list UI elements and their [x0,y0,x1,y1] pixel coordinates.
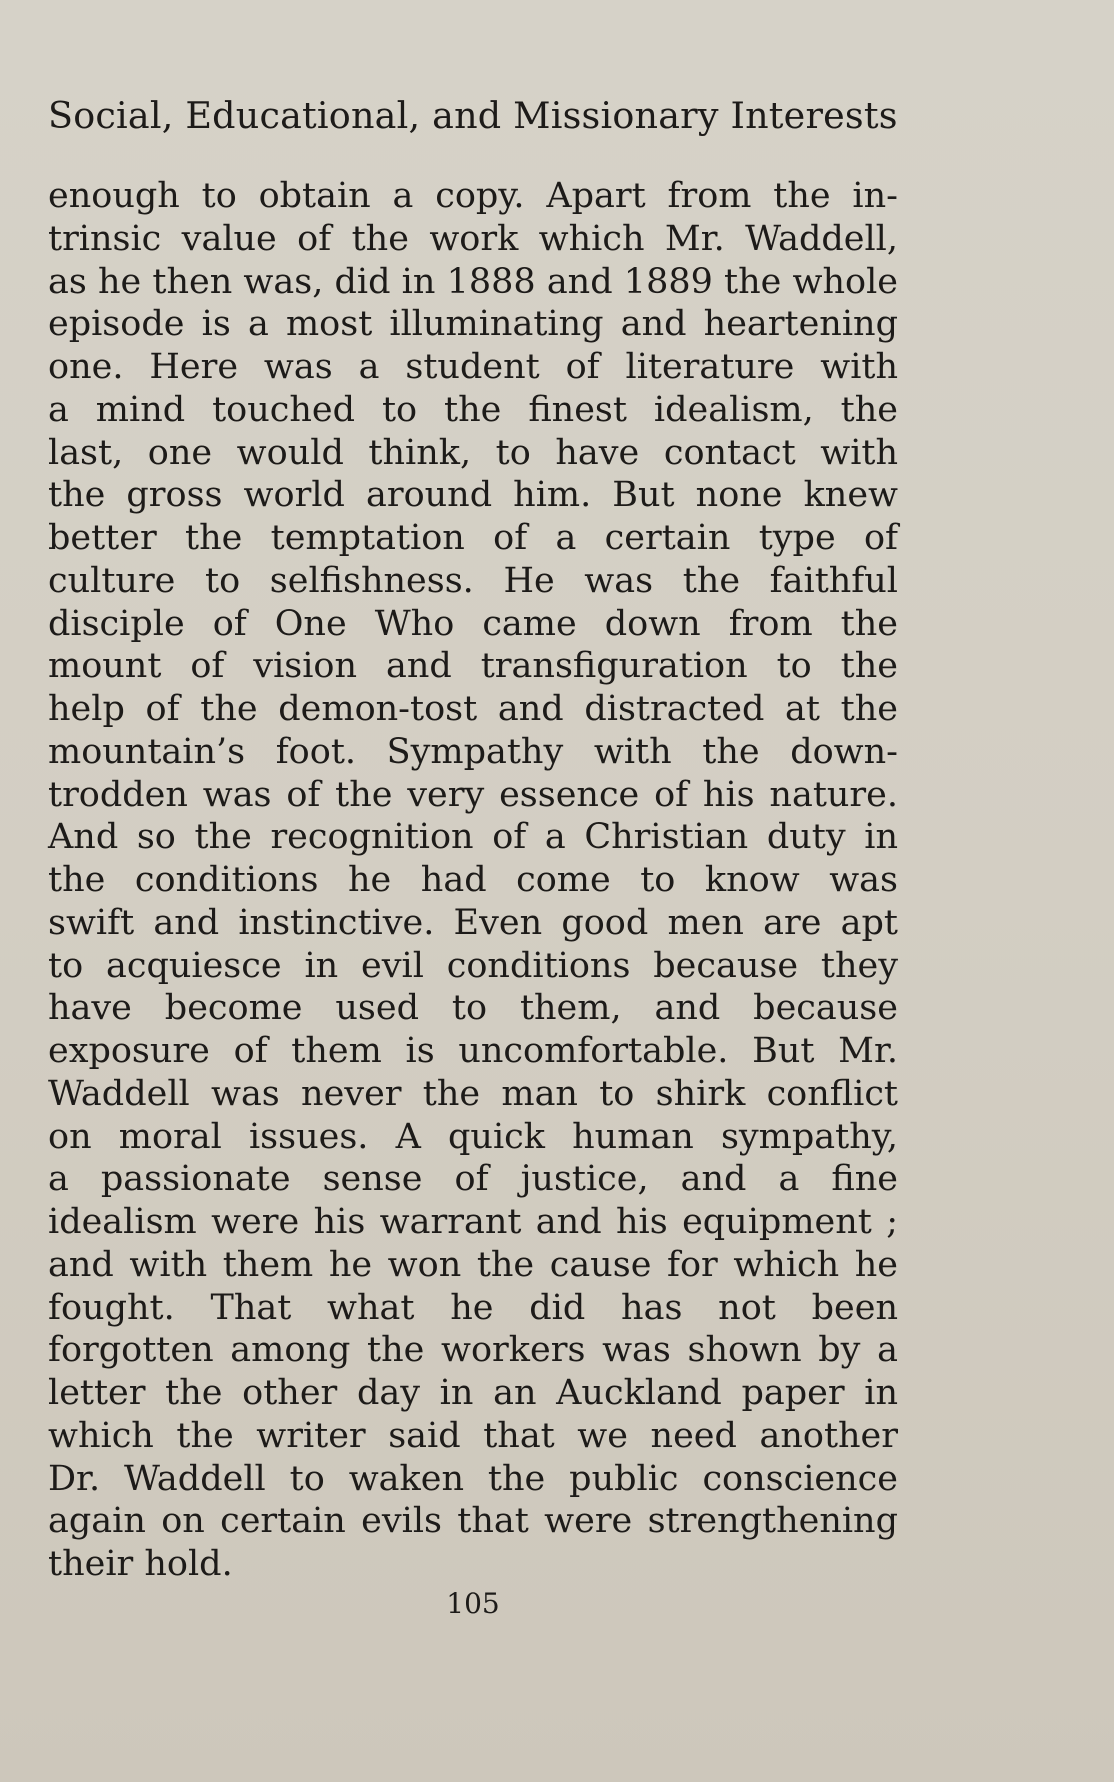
text-line: episode is a most illuminating and heartening [48,304,898,345]
text-line: trodden was of the very essence of his nature. [48,774,898,815]
text-line: mountain’s foot. Sympathy with the down- [48,731,898,772]
text-line: enough to obtain a copy. Apart from the in- [48,176,898,216]
running-head: Social, Educational, and Missionary Interests [48,94,898,137]
text-line: and with them he won the cause for which he [48,1244,898,1285]
text-line: Dr. Waddell to waken the public conscience [48,1458,898,1499]
text-line: trinsic value of the work which Mr. Waddell, [48,218,898,259]
text-line: exposure of them is uncomfortable. But Mr. [48,1031,898,1071]
text-line: help of the demon-tost and distracted at the [48,689,898,729]
text-line: better the temptation of a certain type of [48,518,898,558]
text-line: the gross world around him. But none knew [48,475,898,516]
text-line: their hold. [48,1544,233,1584]
text-line: have become used to them, and because [48,988,898,1029]
text-line: idealism were his warrant and his equipment ; [48,1202,898,1242]
text-line: as he then was, did in 1888 and 1889 the whole [48,261,898,302]
text-line: to acquiesce in evil conditions because they [48,945,898,986]
text-line: forgotten among the workers was shown by a [48,1330,898,1371]
text-line: mount of vision and transfiguration to the [48,646,898,687]
text-line: the conditions he had come to know was [48,860,898,900]
text-line: culture to selfishness. He was the faithful [48,560,898,601]
text-line: disciple of One Who came down from the [48,603,898,644]
text-line: letter the other day in an Auckland paper in [48,1373,898,1413]
text-line: one. Here was a student of literature with [48,347,898,387]
text-line: And so the recognition of a Christian duty in [48,817,898,858]
page-number: 105 [446,1587,500,1620]
text-line: fought. That what he did has not been [48,1287,898,1328]
text-line: Waddell was never the man to shirk conflict [48,1073,898,1114]
text-line: last, one would think, to have contact with [48,432,898,473]
text-line: on moral issues. A quick human sympathy, [48,1116,898,1157]
text-line: a passionate sense of justice, and a fine [48,1159,898,1200]
text-line: swift and instinctive. Even good men are apt [48,902,898,943]
text-line: a mind touched to the finest idealism, the [48,389,898,430]
text-line: again on certain evils that were strengthening [48,1501,898,1542]
text-line: which the writer said that we need another [48,1415,898,1456]
body-paragraph [48,175,898,1586]
